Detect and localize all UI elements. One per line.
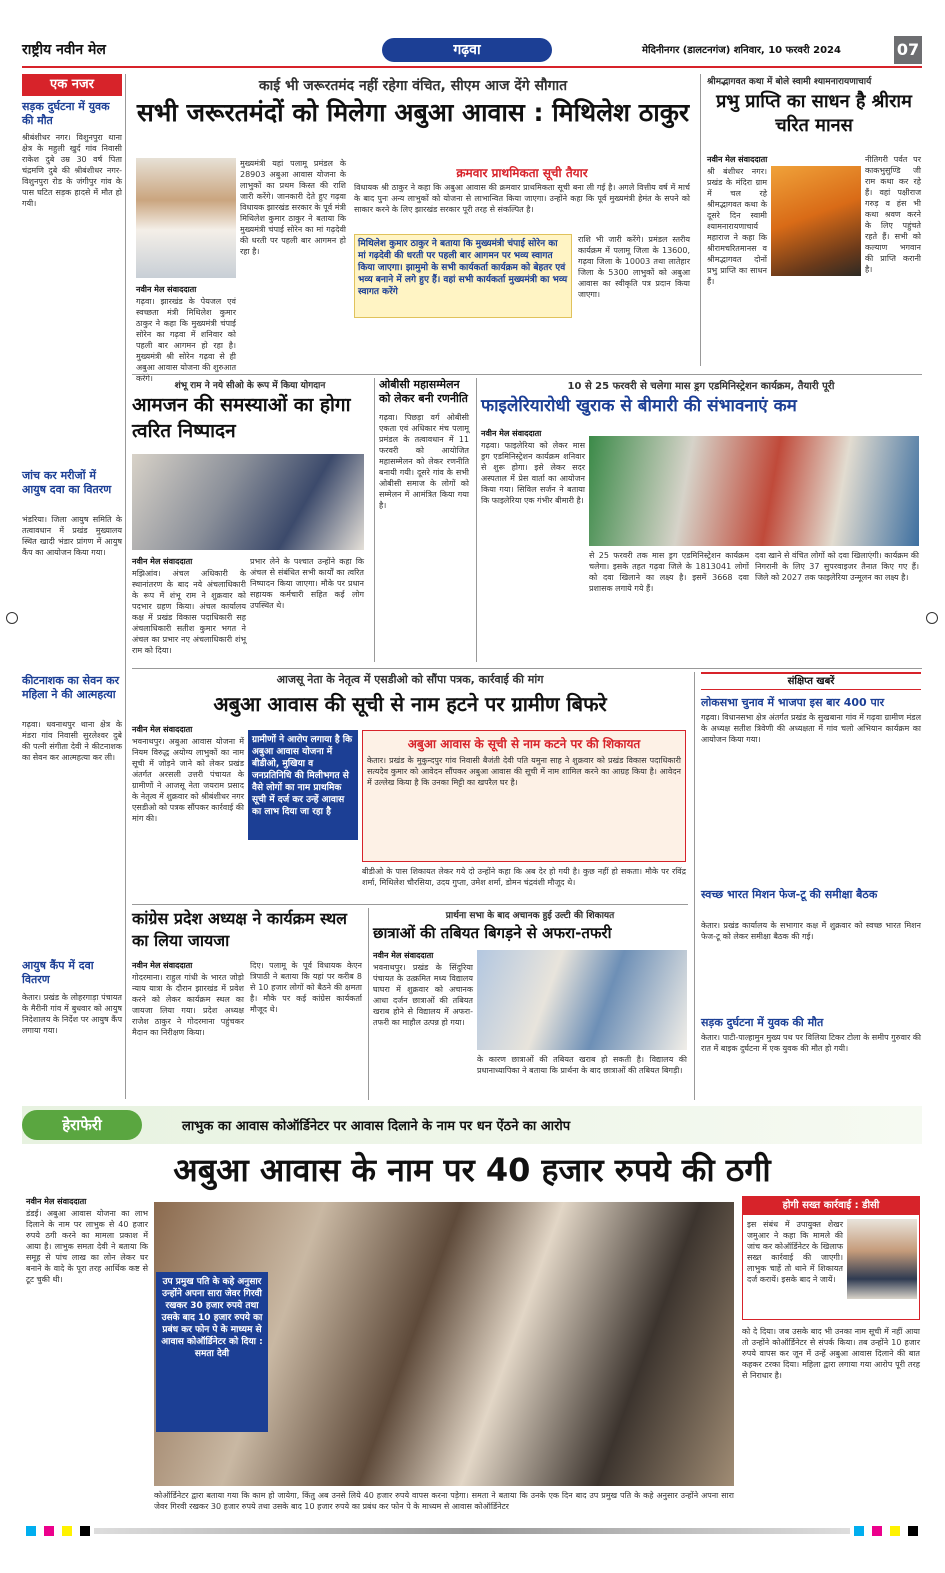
complaint-text: केतार। प्रखंड के मुकुन्दपुर गांव निवासी बैजंती देवी पति यमुना साह ने शुक्रवार को प्रखंड विकास पदाधिकारी सत्यदेव कुमार को आवेदन सौंपकर अबुआ आवास की सूची में नाम शामिल करने का आग्रह किया है। आवेदन में उल्लेख किया है कि उनका मिट्टी का खपरैल घर है।: [367, 756, 681, 787]
herapheri-story: [22, 1196, 922, 1518]
sidebar-header: एक नजर: [22, 74, 122, 96]
brief-text: केतार। प्रखंड कार्यालय के सभागार कक्ष में शुक्रवार को स्वच्छ भारत मिशन फेज-टू को लेकर समीक्षा बैठक की गई।: [701, 921, 921, 941]
abua-text: बीडीओ के पास शिकायत लेकर गये दो उन्होंने कहा कि अब देर हो गयी है। कुछ नहीं हो सकता। मौके पर रविंद्र शर्मा, मिथिलेश चौरसिया, उदय गुप्ता, उमेश शर्मा, डोमन चंद्रवंशी मौजूद थे।: [362, 867, 686, 887]
filaria-headline: फाइलेरियारोधी खुराक से बीमारी की संभावनाएं कम: [481, 396, 797, 416]
color-swatch: [854, 1526, 864, 1536]
abua-headline: अबुआ आवास की सूची से नाम हटने पर ग्रामीण बिफरे: [213, 692, 607, 716]
obc-text: गढ़वा। पिछड़ा वर्ग ओबीसी एकता एवं अधिकार मंच पलामू प्रमंडल के तत्वावधान में 11 फरवरी को आयोजित महासम्मेलन को लेकर रणनीति बनायी गयी। दूसरे गांव के सभी ओबीसी समाज के लोगों को सम्मेलन में आमंत्रित किया गया है।: [379, 413, 469, 510]
herapheri-caption: कोऑर्डिनेटर द्वारा बताया गया कि काम हो जायेगा, किंतु अब उनसे लिये 40 हजार रुपये वापस करना पड़ेगा। समता ने बताया कि उनके एक दिन बाद उप प्रमुख पति के कहे अनुसार उन्होंने अपना सारा जेवर गिरवी रखकर 30 हजार रुपये तथा उसके बाद 10 हजार रुपये का प्रबंध कर फोन पे के माध्यम से आवास कोऑर्डिनेटर: [154, 1491, 734, 1511]
herapheri-photo: [154, 1202, 734, 1486]
dc-box: [742, 1196, 920, 1320]
registration-mark: [6, 612, 18, 624]
students-byline: नवीन मेल संवाददाता: [373, 951, 434, 960]
herapheri-kicker: लाभुक का आवास कोऑर्डिनेटर पर आवास दिलाने के नाम पर धन ऐंठने का आरोप: [182, 1119, 571, 1134]
sidebar-headline: आयुष कैंप में दवा वितरण: [22, 959, 94, 986]
divider: [132, 668, 922, 669]
abua-byline: नवीन मेल संवाददाता: [132, 725, 193, 734]
dc-box-title: होगी सख्त कार्रवाई : डीसी: [743, 1197, 919, 1215]
katha-byline: नवीन मेल संवाददाता: [707, 155, 768, 164]
color-swatch: [62, 1526, 72, 1536]
herapheri-byline: नवीन मेल संवाददाता: [26, 1197, 87, 1206]
lead-text: मुख्यमंत्री यहां पलामू प्रमंडल के 28903 अबुआ आवास योजना के लाभुकों का प्रथम किस्त की राशि जारी करेंगे। जानकारी देते हुए गढ़वा विधायक झारखंड सरकार के पूर्व मंत्री मिथिलेश कुमार ठाकुर ने बताया कि मुख्यमंत्री चंपाई सोरेन का मां गढ़देवी की धरती पर पहली बार आगमन हो रहा है।: [240, 159, 346, 256]
congress-headline: कांग्रेस प्रदेश अध्यक्ष ने कार्यक्रम स्थल का लिया जायजा: [132, 909, 348, 950]
lead-kicker: काई भी जरूरतमंद नहीं रहेगा वंचित, सीएम आज देंगे सौगात: [258, 78, 568, 94]
filaria-text: से 25 फरवरी तक मास ड्रग एडमिनिस्ट्रेशन कार्यक्रम चलेगा। इसके तहत गढ़वा जिले के 1813041 लोगों को दवा खिलाने का लक्ष्य है। इसमें 3668 दवा प्रशासक लगाये गये हैं।: [589, 551, 749, 593]
herapheri-text: डंडई। अबुआ आवास योजना का लाभ दिलाने के नाम पर लाभुक से 40 हजार रुपये ठगी करने का मामला प्रकाश में आया है। लाभुक समता देवी ने बताया कि समूह से पांच लाख का लोन लेकर घर बनाने के वादे के पूरा तरह आर्थिक कष्ट से टूट चुकी थी।: [26, 1209, 148, 1284]
congress-byline: नवीन मेल संवाददाता: [132, 961, 193, 970]
brief-headline: लोकसभा चुनाव में भाजपा इस बार 400 पार: [701, 696, 885, 709]
color-swatch: [80, 1526, 90, 1536]
color-strip: [94, 1528, 850, 1534]
aamjan-kicker: शंभू राम ने नये सीओ के रूप में किया योगदान: [174, 381, 326, 391]
divider: [132, 374, 922, 375]
date-line: मेदिनीनगर (डालटनगंज) शनिवार, 10 फरवरी 2024: [642, 45, 841, 56]
katha-headline: प्रभु प्राप्ति का साधन है श्रीराम चरित मानस: [716, 91, 912, 136]
congress-text: गोदरमाना। राहुल गांधी के भारत जोड़ो न्याय यात्रा के दौरान झारखंड में प्रवेश करने को लेकर कार्यक्रम स्थल का जायजा लिया गया। प्रदेश अध्यक्ष राजेश ठाकुर ने गोदरमाना पहुंचकर मैदान का निरीक्षण किया।: [132, 973, 244, 1037]
aamjan-headline: आमजन की समस्याओं का होगा त्वरित निष्पादन: [132, 394, 351, 442]
dc-box-text: इस संबंध में उपायुक्त शेखर जमुआर ने कहा कि मामले की जांच कर कोऑर्डिनेटर के खिलाफ सख्त कार्रवाई की जाएगी। लाभुक चाहें तो थाने में शिकायत दर्ज करायें। इसके बाद ने जायें।: [747, 1220, 843, 1284]
sidebar-text: भंडरिया। जिला आयुष समिति के तत्वावधान में प्रखंड मुख्यालय स्थित खादी भंडार प्रांगण में आयुष कैंप का आयोजन किया गया।: [22, 515, 122, 557]
lead-subhead: क्रमवार प्राथमिकता सूची तैयार: [456, 166, 588, 180]
color-bar: [22, 1524, 922, 1538]
lead-photo: [136, 158, 236, 278]
students-headline: छात्राओं की तबियत बिगड़ने से अफरा-तफरी: [373, 924, 612, 942]
sidebar-headline: जांच कर मरीजों में आयुष दवा का वितरण: [22, 469, 112, 496]
katha-story: [700, 74, 922, 366]
photo-quote-box: [156, 1272, 268, 1432]
students-story: [368, 908, 688, 1100]
sidebar-text: श्रीबंशीधर नगर। विशुनपुरा थाना क्षेत्र के महुली खुर्द गांव निवासी राकेश दुबे उम्र 30 वर्ष पिता चंद्रमणि दुबे की श्रीबंशीधर नगर-विशुनपुरा रोड के जंगीपुर गांव के पास घटित सड़क हादसे में मौत हो गयी।: [22, 133, 122, 208]
filaria-photo: [589, 436, 919, 546]
photo-quote: उप प्रमुख पति के कहे अनुसार उन्होंने अपना सारा जेवर गिरवी रखकर 30 हजार रुपये तथा उसके बाद 10 हजार रुपये का प्रबंध कर फोन पे के माध्यम से आवास कोऑर्डिनेटर को दिया : समता देवी: [161, 1277, 263, 1359]
color-swatch: [908, 1526, 918, 1536]
students-photo: [477, 950, 687, 1050]
lead-text: गढ़वा। झारखंड के पेयजल एवं स्वच्छता मंत्री मिथिलेश कुमार ठाकुर ने कहा कि मुख्यमंत्री चंपाई सोरेन का गढ़वा में शनिवार को पहली बार आगमन हो रहा है। मुख्यमंत्री श्री सोरेन गढ़वा से ही अबुआ आवास योजना की शुरुआत करेंगे।: [136, 297, 236, 383]
filaria-text: दवा खाने से वंचित लोगों को दवा खिलाएंगी। कार्यक्रम की निगरानी के लिए 37 सुपरवाइजर तैनात किए गए हैं। जिले को 2027 तक फाइलेरिया उन्मूलन का लक्ष्य है।: [755, 551, 919, 582]
herapheri-label: हेराफेरी: [22, 1110, 142, 1140]
aamjan-story: [132, 378, 368, 662]
brief-text: केतार। पाटी-पाल्हामुन मुख्य पथ पर विलिया टिकर टोला के समीप गुरुवार की रात में बाइक दुर्घटना में एक युवक की मौत हो गयी।: [701, 1033, 921, 1053]
sidebar-ek-nazar: [22, 74, 126, 1099]
filaria-kicker: 10 से 25 फरवरी से चलेगा मास ड्रग एडमिनिस्ट्रेशन कार्यक्रम, तैयारी पूरी: [567, 381, 835, 392]
katha-text: श्री बंशीधर नगर। प्रखंड के मंदिरा ग्राम में चल रहे श्रीमद्भागवत कथा के दूसरे दिन स्वामी श्यामनारायणाचार्य महाराज ने कहा कि श्रीरामचरितमानस व श्रीमद्भागवत दोनों प्रभु प्राप्ति का साधन हैं।: [707, 167, 767, 286]
herapheri-text: को दे दिया। जब उसके बाद भी उनका नाम सूची में नहीं आया तो उन्होंने कोऑर्डिनेटर से संपर्क किया। तब उन्होंने 10 हजार रुपये वापस कर जून में उन्हें अबुआ आवास दिलाने की बात कहकर टरका दिया। महिला द्वारा लगाया गया आरोप पूरी तरह से निराधार है।: [742, 1327, 920, 1380]
herapheri-band: [22, 1106, 922, 1144]
paper-name: राष्ट्रीय नवीन मेल: [22, 42, 106, 58]
briefs-header: संक्षिप्त खबरें: [701, 672, 921, 690]
students-text: भवनाथपुर। प्रखंड के सिंदुरिया पंचायत के उत्क्रमित मध्य विद्यालय घाघरा में शुक्रवार को अचानक आधा दर्जन छात्राओं की तबियत खराब होने से विद्यालय में अफरा-तफरी का माहौल उत्पन्न हो गया।: [373, 963, 473, 1027]
katha-photo: [771, 166, 861, 276]
sidebar-headline: कीटनाशक का सेवन कर महिला ने की आत्महत्या: [22, 674, 120, 701]
section-label: गढ़वा: [382, 38, 552, 62]
filaria-byline: नवीन मेल संवाददाता: [481, 429, 542, 438]
abua-story: [132, 672, 688, 902]
color-swatch: [44, 1526, 54, 1536]
complaint-title: अबुआ आवास के सूची से नाम कटने पर की शिकायत: [407, 737, 641, 751]
filaria-text: गढ़वा। फाइलेरिया को लेकर मास ड्रग एडमिनिस्ट्रेशन कार्यक्रम शनिवार से शुरू होगा। इसे लेकर सदर अस्पताल में प्रेस वार्ता का आयोजन किया गया। सिविल सर्जन ने बताया कि फाइलेरिया एक गंभीर बीमारी है।: [481, 441, 585, 505]
masthead: [22, 36, 922, 68]
brief-headline: स्वच्छ भारत मिशन फेज-टू की समीक्षा बैठक: [701, 888, 878, 901]
callout-text: ग्रामीणों ने आरोप लगाया है कि अबुआ आवास योजना में बीडीओ, मुखिया व जनप्रतिनिधि की मिलीभगत से वैसे लोगों का नाम प्राथमिक सूची में दर्ज कर उन्हें आवास का लाभ दिया जा रहा है: [252, 735, 353, 817]
sidebar-text: केतार। प्रखंड के लोहरगाड़ा पंचायत के मैरीनी गांव में बुधवार को आयुष निदेशालय के निर्देश पर आयुष कैंप लगाया गया।: [22, 993, 122, 1035]
complaint-box: [362, 730, 686, 862]
registration-mark: [926, 612, 938, 624]
page-number: 07: [894, 36, 922, 64]
filaria-story: [476, 378, 922, 662]
brief-text: गढ़वा। विधानसभा क्षेत्र अंतर्गत प्रखंड के सुखबाना गांव में गढ़वा ग्रामीण मंडल के अध्यक्ष सतीश त्रिवेणी की अध्यक्षता में गांव चलो अभियान कार्यक्रम का आयोजन किया गया।: [701, 713, 921, 744]
abua-callout: [248, 730, 358, 840]
lead-headline: सभी जरूरतमंदों को मिलेगा अबुआ आवास : मिथिलेश ठाकुर: [136, 98, 690, 127]
briefs-column: [694, 672, 922, 1100]
lead-text: विधायक श्री ठाकुर ने कहा कि अबुआ आवास की क्रमवार प्राथमिकता सूची बना ली गई है। अगले वित्तीय वर्ष में मार्च के बाद पुनः अन्य लाभुकों को योजना से लाभान्वित किया जाएगा। उन्होंने कहा कि पूर्व मुख्यमंत्री हेमंत के सपने को साकार करने के लिए झारखंड सरकार पूरी तरह से संकल्पित है।: [354, 183, 690, 214]
aamjan-text: प्रभार लेने के पश्चात उन्होंने कहा कि अंचल से संबंधित सभी कार्यों का त्वरित निष्पादन किया जाएगा। मौके पर प्रधान सहायक कर्मचारी सहित कई लोग उपस्थित थे।: [250, 557, 364, 610]
aamjan-photo: [132, 454, 364, 550]
aamjan-text: मझिआंव। अंचल अधिकारी के स्थानांतरण के बाद नये अंचलाधिकारी के रूप में शंभू राम ने शुक्रवार को पदभार ग्रहण किया। अंचल कार्यालय कक्ष में प्रखंड विकास पदाधिकारी सह अंचलाधिकारी सतीश कुमार भगत ने अंचल का प्रभार नए अंचलाधिकारी शंभू राम को दिया।: [132, 569, 246, 655]
obc-story: [374, 378, 470, 662]
obc-headline: ओबीसी महासम्मेलन को लेकर बनी रणनीति: [379, 378, 468, 405]
sidebar-text: गढ़वा। धवनाथपुर थाना क्षेत्र के मंडरा गांव निवासी सुरलेश्वर दुबे की पत्नी संगीता देवी ने कीटनाशक का सेवन कर आत्महत्या कर ली।: [22, 720, 122, 762]
brief-headline: सड़क दुर्घटना में युवक की मौत: [701, 1016, 824, 1029]
color-swatch: [890, 1526, 900, 1536]
aamjan-byline: नवीन मेल संवाददाता: [132, 557, 193, 566]
sidebar-headline: सड़क दुर्घटना में युवक की मौत: [22, 100, 110, 127]
lead-byline: नवीन मेल संवाददाता: [136, 285, 197, 294]
katha-kicker: श्रीमद्भागवत कथा में बोले स्वामी श्यामनारायणाचार्य: [707, 77, 872, 87]
abua-text: भवनाथपुर। अबुआ आवास योजना में नियम विरुद्ध अयोग्य लाभुकों का नाम सूची में जोड़ने जाने को लेकर प्रखंड अंतर्गत अरसली उत्तरी पंचायत के ग्रामीणों ने आजसू नेता जयराम प्रसाद के नेतृत्व में शुक्रवार को श्रीबंशीधर नगर एसडीओ को पत्रक सौंपकर कार्रवाई की मांग की।: [132, 737, 244, 823]
color-swatch: [872, 1526, 882, 1536]
lead-pullquote: [354, 234, 572, 318]
herapheri-headline: अबुआ आवास के नाम पर 40 हजार रुपये की ठगी: [173, 1151, 771, 1189]
dc-photo: [847, 1219, 917, 1299]
students-kicker: प्रार्थना सभा के बाद अचानक हुई उल्टी की शिकायत: [445, 911, 615, 921]
abua-kicker: आजसू नेता के नेतृत्व में एसडीओ को सौंपा पत्रक, कार्रवाई की मांग: [276, 673, 544, 686]
katha-text: नीतिगरी पर्वत पर काकभुसुण्डि जी राम कथा कर रहे हैं। वहां पक्षीराज गरुड़ व हंस भी कथा श्रवण करने के लिए पहुंचते रहते हैं। सभी को कल्याण भगवान की प्राप्ति करानी है।: [865, 155, 921, 274]
divider: [132, 904, 688, 905]
color-swatch: [26, 1526, 36, 1536]
congress-story: [132, 908, 364, 1100]
students-text: के कारण छात्राओं की तबियत खराब हो सकती है। विद्यालय की प्रधानाध्यापिका ने बताया कि प्रार्थना के बाद छात्राओं की तबियत बिगड़ी।: [477, 1055, 687, 1075]
lead-story: [132, 74, 694, 383]
pullquote-text: मिथिलेश कुमार ठाकुर ने बताया कि मुख्यमंत्री चंपाई सोरेन का मां गढ़देवी की धरती पर पहली बार आगमन पर भव्य स्वागत किया जाएगा। झामुमो के सभी कार्यकर्ता कार्यक्रम को बेहतर एवं भव्य बनाने में लगे हुए हैं। वहां सभी कार्यकर्ता मुख्यमंत्री का भव्य स्वागत करेंगे: [358, 239, 568, 297]
lead-text: राशि भी जारी करेंगे। प्रमंडल स्तरीय कार्यक्रम में पलामू जिला के 13600, गढ़वा जिला के 10003 तथा लातेहार जिला के 5300 लाभुकों को अबुआ आवास का स्वीकृति पत्र प्रदान किया जाएगा।: [578, 235, 690, 299]
congress-text: दिए। पलामू के पूर्व विधायक केएन त्रिपाठी ने बताया कि यहां पर करीब 8 से 10 हजार लोगों को बैठने की क्षमता है। मौके पर कई कांग्रेस कार्यकर्ता मौजूद थे।: [250, 961, 362, 1014]
